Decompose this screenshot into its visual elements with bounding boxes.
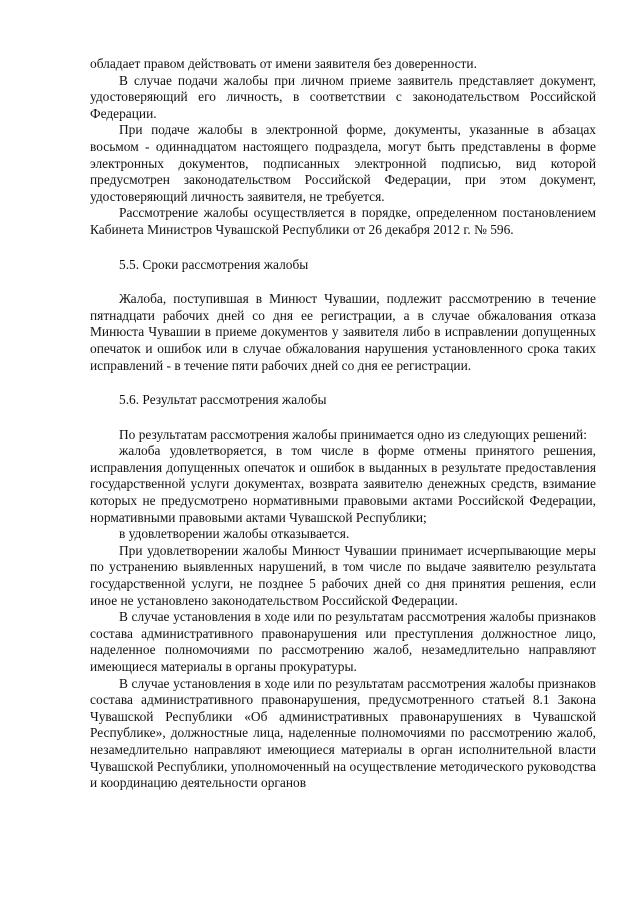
paragraph-decisions-intro: По результатам рассмотрения жалобы принимается одно из следующих решений: [119,426,587,442]
paragraph-continuation: обладает правом действовать от имени заявителя без доверенности. [90,56,477,71]
spacer [90,273,596,291]
paragraph-administrative-referral: В случае установления в ходе или по результатам рассмотрения жалобы признаков состава административного правонарушения, предусмотренного статьей 8.1 Закона Чувашской Республики «Об административных правонарушениях в Чувашской Республике», должностные лица, наделенные полномочиями по рассмотрению жалоб, незамедлительно направляют имеющиеся материалы в орган исполнительной власти Чувашской Республики, уполномоченный на осуществление методического руководства и координацию деятельности органов [90,675,596,791]
paragraph-review-terms: Жалоба, поступившая в Минюст Чувашии, подлежит рассмотрению в течение пятнадцати рабочих дней со дня ее регистрации, а в случае обжалования отказа Минюста Чувашии в приеме документов у заявителя либо в исправлении допущенных опечаток и ошибок или в случае обжалования нарушения установленного срока таких исправлений - в течение пяти рабочих дней со дня ее регистрации. [90,291,596,373]
paragraph-personal-reception: В случае подачи жалобы при личном приеме заявитель представляет документ, удостоверяющий его личность, в соответствии с законодательством Российской Федерации. [90,72,596,121]
paragraph-electronic-form: При подаче жалобы в электронной форме, документы, указанные в абзацах восьмом - одиннадцатом настоящего подраздела, могут быть представлены в форме электронных документов, подписанных электронной подписью, вид которой предусмотрен законодательством Российской Федерации, при этом документ, удостоверяющий личность заявителя, не требуется. [90,122,596,204]
section-heading-5-5: 5.5. Сроки рассмотрения жалобы [119,256,309,272]
section-heading-5-6: 5.6. Результат рассмотрения жалобы [119,392,327,408]
paragraph-review-procedure: Рассмотрение жалобы осуществляется в порядке, определенном постановлением Кабинета Министров Чувашской Республики от 26 декабря 2012 г. № 596. [90,205,596,237]
paragraph-complaint-refused: в удовлетворении жалобы отказывается. [119,526,350,542]
paragraph-complaint-satisfied: жалоба удовлетворяется, в том числе в форме отмены принятого решения, исправления допущенных опечаток и ошибок в выданных в результате предоставления государственной услуги документах, возврата заявителю денежных средств, взимание которых не предусмотрено нормативными правовыми актами Российской Федерации, нормативными правовыми актами Чувашской Республики; [90,443,596,525]
spacer [90,239,596,257]
spacer [90,409,596,427]
paragraph-prosecutor-referral: В случае установления в ходе или по результатам рассмотрения жалобы признаков состава административного правонарушения или преступления должностное лицо, наделенное полномочиями по рассмотрению жалоб, незамедлительно направляют имеющиеся материалы в органы прокуратуры. [90,609,596,674]
document-page [90,56,596,792]
spacer [90,374,596,392]
paragraph-remedy-measures: При удовлетворении жалобы Минюст Чувашии принимает исчерпывающие меры по устранению выявленных нарушений, в том числе по выдаче заявителю результата государственной услуги, не позднее 5 рабочих дней со дня принятия решения, если иное не установлено законодательством Российской Федерации. [90,542,596,608]
